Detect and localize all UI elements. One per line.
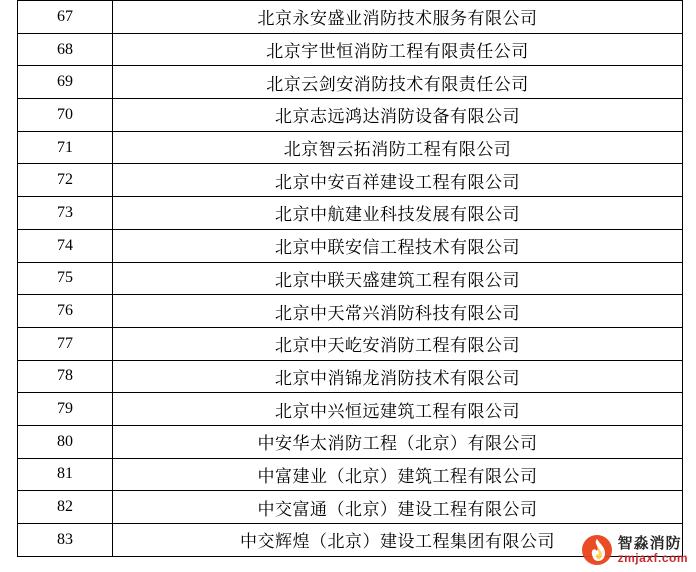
company-name: 北京智云拓消防工程有限公司 xyxy=(113,131,683,164)
row-number: 81 xyxy=(18,458,113,491)
brand-logo-icon xyxy=(581,534,613,566)
company-name: 中交辉煌（北京）建设工程集团有限公司 xyxy=(113,524,683,557)
row-number: 83 xyxy=(18,524,113,557)
company-name: 北京志远鸿达消防设备有限公司 xyxy=(113,99,683,132)
row-number: 72 xyxy=(18,164,113,197)
table-row xyxy=(18,491,683,524)
company-name: 北京中兴恒远建筑工程有限公司 xyxy=(113,393,683,426)
company-name: 中安华太消防工程（北京）有限公司 xyxy=(113,425,683,458)
watermark-subtitle: zmjaxf.com xyxy=(617,550,688,565)
row-number: 76 xyxy=(18,295,113,328)
company-name: 北京宇世恒消防工程有限责任公司 xyxy=(113,33,683,66)
company-name: 中富建业（北京）建筑工程有限公司 xyxy=(113,458,683,491)
company-name: 中交富通（北京）建设工程有限公司 xyxy=(113,491,683,524)
row-number: 73 xyxy=(18,197,113,230)
table-row xyxy=(18,327,683,360)
row-number: 68 xyxy=(18,33,113,66)
table-row xyxy=(18,197,683,230)
company-name: 北京中航建业科技发展有限公司 xyxy=(113,197,683,230)
table-row xyxy=(18,66,683,99)
row-number: 70 xyxy=(18,99,113,132)
row-number: 77 xyxy=(18,327,113,360)
company-name: 北京云剑安消防技术有限责任公司 xyxy=(113,66,683,99)
table-row xyxy=(18,229,683,262)
company-name: 北京中消锦龙消防技术有限公司 xyxy=(113,360,683,393)
row-number: 74 xyxy=(18,229,113,262)
row-number: 67 xyxy=(18,1,113,34)
row-number: 69 xyxy=(18,66,113,99)
company-name: 北京永安盛业消防技术服务有限公司 xyxy=(113,1,683,34)
company-list-table xyxy=(17,0,683,557)
row-number: 80 xyxy=(18,425,113,458)
company-name: 北京中天屹安消防工程有限公司 xyxy=(113,327,683,360)
table-row xyxy=(18,262,683,295)
row-number: 78 xyxy=(18,360,113,393)
watermark-title: 智淼消防 xyxy=(617,534,682,552)
table-row xyxy=(18,393,683,426)
table-row xyxy=(18,1,683,34)
table-row xyxy=(18,458,683,491)
company-name: 北京中联安信工程技术有限公司 xyxy=(113,229,683,262)
watermark xyxy=(581,534,688,566)
company-name: 北京中安百祥建设工程有限公司 xyxy=(113,164,683,197)
table-row xyxy=(18,33,683,66)
table-row xyxy=(18,164,683,197)
table-row xyxy=(18,295,683,328)
table-row xyxy=(18,425,683,458)
company-name: 北京中天常兴消防科技有限公司 xyxy=(113,295,683,328)
company-name: 北京中联天盛建筑工程有限公司 xyxy=(113,262,683,295)
table-row xyxy=(18,131,683,164)
row-number: 79 xyxy=(18,393,113,426)
table-row xyxy=(18,99,683,132)
watermark-text xyxy=(618,536,688,564)
table-body xyxy=(18,1,683,557)
row-number: 71 xyxy=(18,131,113,164)
row-number: 75 xyxy=(18,262,113,295)
row-number: 82 xyxy=(18,491,113,524)
table-row xyxy=(18,360,683,393)
